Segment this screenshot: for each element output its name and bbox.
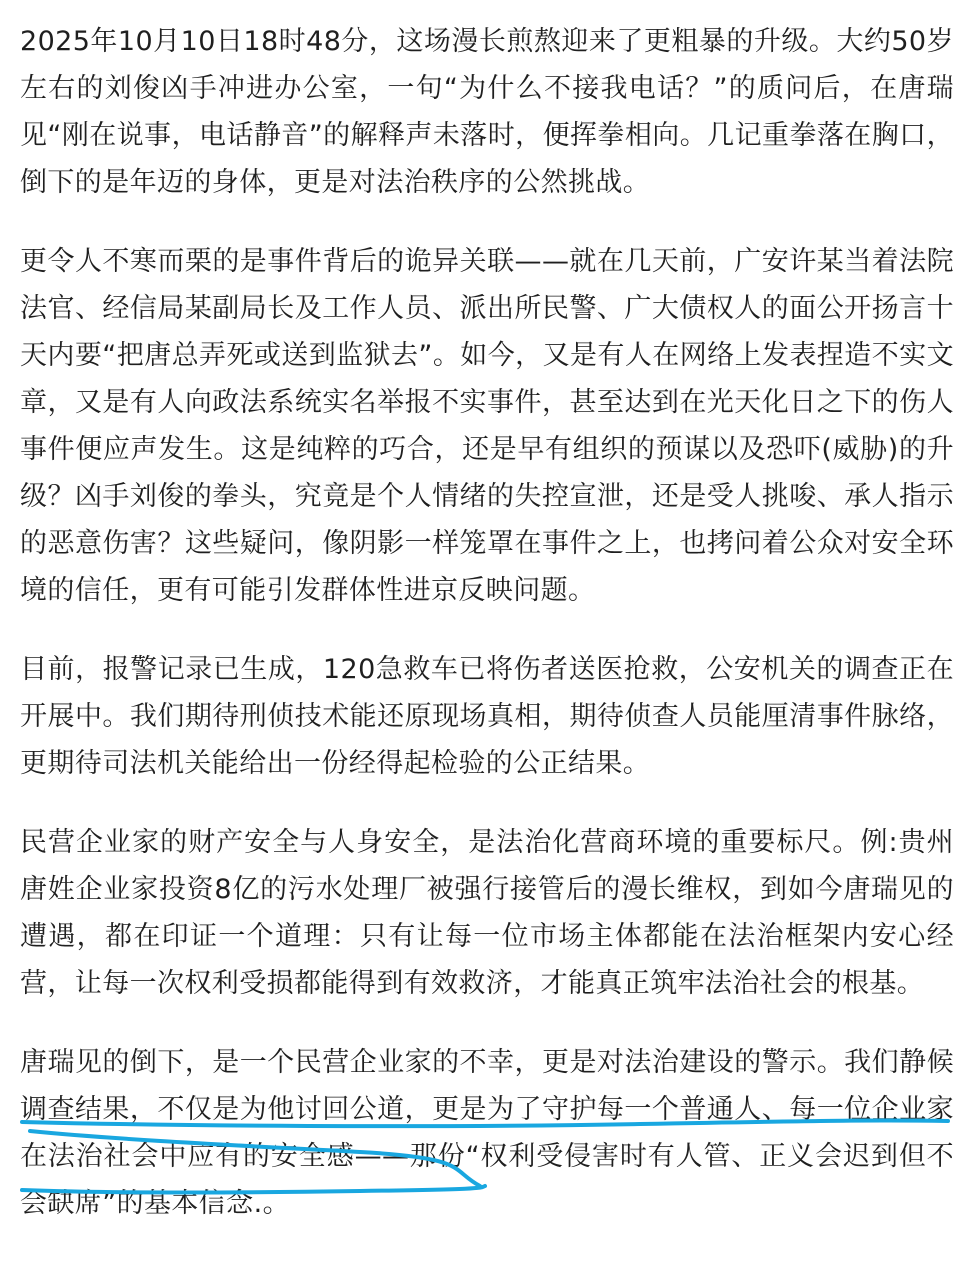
paragraph-4: 民营企业家的财产安全与人身安全，是法治化营商环境的重要标尺。例:贵州唐姓企业家投资8亿的污水处理厂被强行接管后的漫长维权，到如今唐瑞见的遭遇，都在印证一个道理：只有让每一位市场主体都能在法治框架内安心经营，让每一次权利受损都能得到有效救济，才能真正筑牢法治社会的根基。 (20, 827, 954, 999)
paragraph-2: 更令人不寒而栗的是事件背后的诡异关联——就在几天前，广安许某当着法院法官、经信局某副局长及工作人员、派出所民警、广大债权人的面公开扬言十天内要“把唐总弄死或送到监狱去”。如今，又是有人在网络上发表捏造不实文章，又是有人向政法系统实名举报不实事件，甚至达到在光天化日之下的伤人事件便应声发生。这是纯粹的巧合，还是早有组织的预谋以及恐吓(威胁)的升级？凶手刘俊的拳头，究竟是个人情绪的失控宣泄，还是受人挑唆、承人指示的恶意伤害？这些疑问，像阴影一样笼罩在事件之上，也拷问着公众对安全环境的信任，更有可能引发群体性进京反映问题。 (20, 246, 954, 606)
paragraph-1: 2025年10月10日18时48分，这场漫长煎熬迎来了更粗暴的升级。大约50岁左右的刘俊凶手冲进办公室，一句“为什么不接我电话？”的质问后，在唐瑞见“刚在说事，电话静音”的解释声未落时，便挥拳相向。几记重拳落在胸口，倒下的是年迈的身体，更是对法治秩序的公然挑战。 (20, 26, 954, 198)
paragraph-5: 唐瑞见的倒下，是一个民营企业家的不幸，更是对法治建设的警示。我们静候调查结果，不仅是为他讨回公道，更是为了守护每一个普通人、每一位企业家在法治社会中应有的安全感——那份“权利受侵害时有人管、正义会迟到但不会缺席”的基本信念.。 (20, 1047, 954, 1219)
paragraph-3: 目前，报警记录已生成，120急救车已将伤者送医抢救，公安机关的调查正在开展中。我们期待刑侦技术能还原现场真相，期待侦查人员能厘清事件脉络，更期待司法机关能给出一份经得起检验的公正结果。 (20, 654, 954, 779)
article-body (20, 18, 954, 1227)
